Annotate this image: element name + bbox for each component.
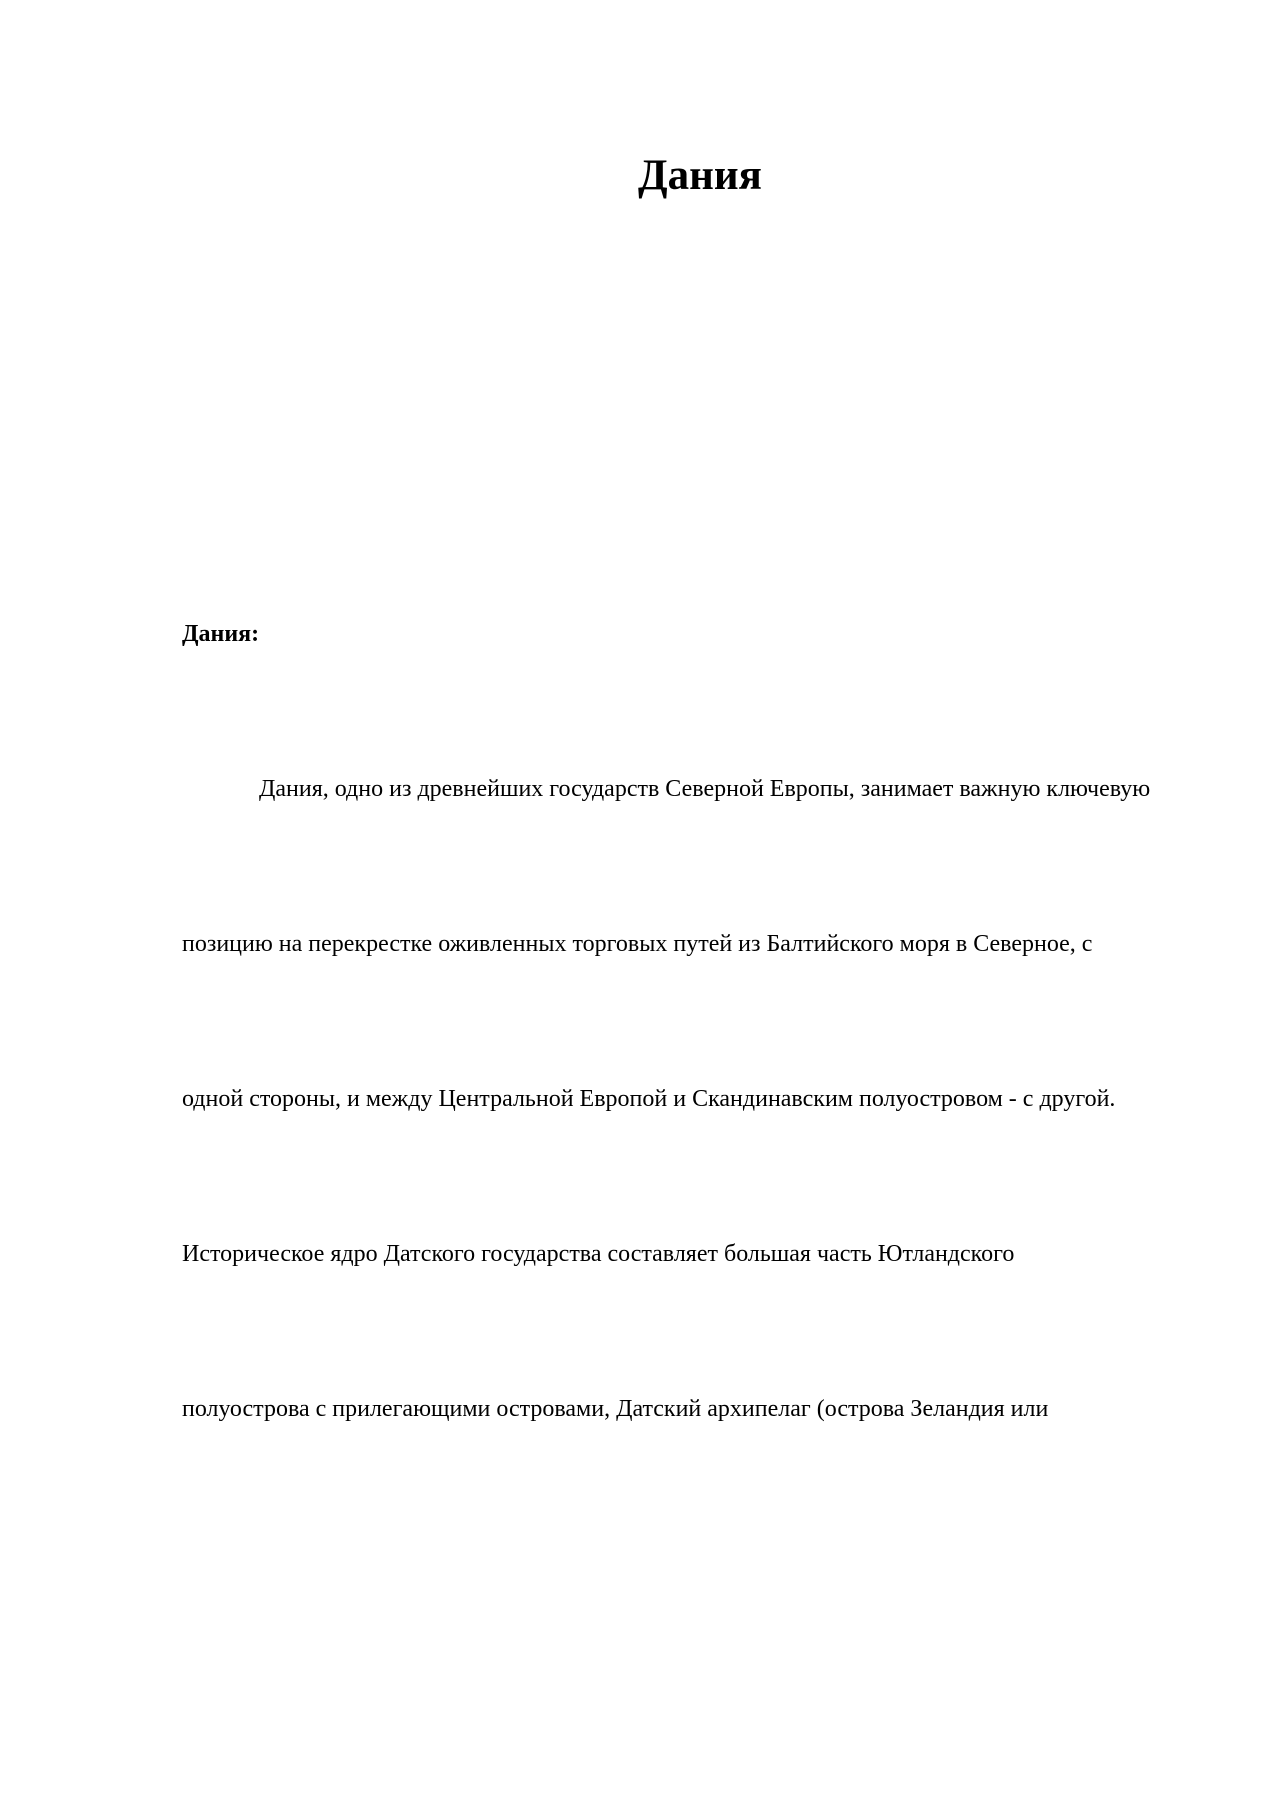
document-title: Дания [638,152,762,199]
paragraph-line-4: Историческое ядро Датского государства составляет большая часть Ютландского [182,1241,1015,1267]
section-heading: Дания: [182,621,260,647]
paragraph-line-1: Дания, одно из древнейших государств Северной Европы, занимает важную ключевую [259,776,1151,802]
paragraph-line-3: одной стороны, и между Центральной Европой и Скандинавским полуостровом - с другой. [182,1086,1116,1112]
paragraph-line-5: полуострова с прилегающими островами, Датский архипелаг (острова Зеландия или [182,1396,1049,1422]
paragraph-line-2: позицию на перекрестке оживленных торговых путей из Балтийского моря в Северное, с [182,931,1093,957]
